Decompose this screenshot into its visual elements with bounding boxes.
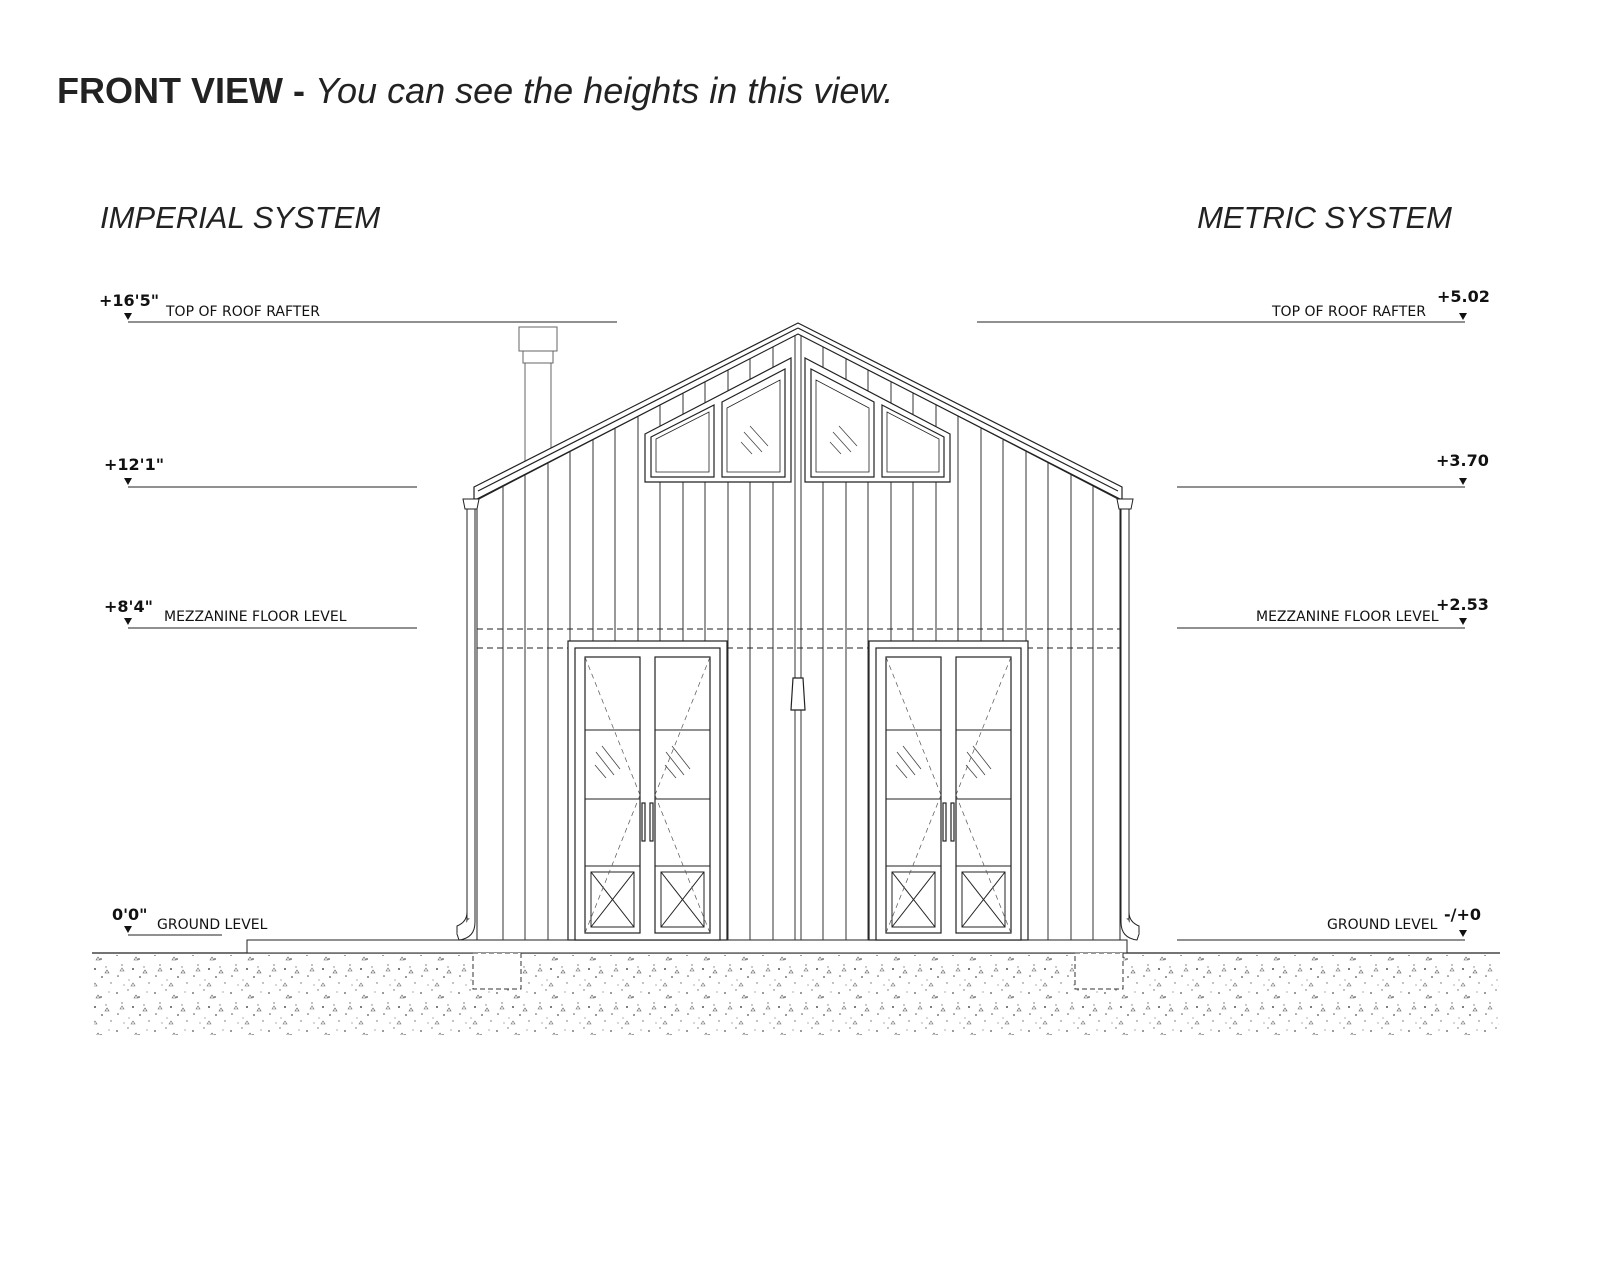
level-marker-triangle-icon	[124, 926, 132, 933]
roof-imperial-value: +16'5"	[99, 291, 160, 310]
metric-system-label: METRIC SYSTEM	[1197, 200, 1452, 235]
ground-label-left: GROUND LEVEL	[157, 917, 268, 933]
mezzanine-metric-value: +2.53	[1436, 595, 1489, 614]
ground-label-right: GROUND LEVEL	[1327, 917, 1438, 933]
level-marker-triangle-icon	[124, 478, 132, 485]
page-title-bold: FRONT VIEW -	[57, 70, 305, 111]
eave-imperial-value: +12'1"	[104, 455, 165, 474]
level-marker-triangle-icon	[124, 618, 132, 625]
level-marker-triangle-icon	[1459, 313, 1467, 320]
downspout-left	[457, 499, 479, 940]
mezzanine-label-left: MEZZANINE FLOOR LEVEL	[164, 609, 347, 625]
double-door-right	[869, 641, 1028, 940]
imperial-system-label: IMPERIAL SYSTEM	[100, 200, 381, 235]
page-title-italic: You can see the heights in this view.	[315, 70, 894, 111]
level-marker-triangle-icon	[1459, 618, 1467, 625]
ground	[92, 940, 1500, 1035]
wall-lamp-icon	[791, 678, 805, 710]
eave-metric-value: +3.70	[1436, 451, 1489, 470]
roof-label-left: TOP OF ROOF RAFTER	[166, 304, 320, 320]
foundation-slab	[247, 940, 1127, 953]
footing-left	[473, 953, 521, 989]
level-marker-triangle-icon	[1459, 930, 1467, 937]
roof-label-right: TOP OF ROOF RAFTER	[1272, 304, 1426, 320]
double-door-left	[568, 641, 727, 940]
level-marker-triangle-icon	[1459, 478, 1467, 485]
level-marker-triangle-icon	[124, 313, 132, 320]
mezzanine-imperial-value: +8'4"	[104, 597, 153, 616]
chimney	[519, 327, 557, 461]
roof-metric-value: +5.02	[1437, 287, 1490, 306]
ground-metric-value: -/+0	[1444, 905, 1482, 924]
mezzanine-label-right: MEZZANINE FLOOR LEVEL	[1256, 609, 1439, 625]
ground-imperial-value: 0'0"	[112, 905, 148, 924]
footing-right	[1075, 953, 1123, 989]
